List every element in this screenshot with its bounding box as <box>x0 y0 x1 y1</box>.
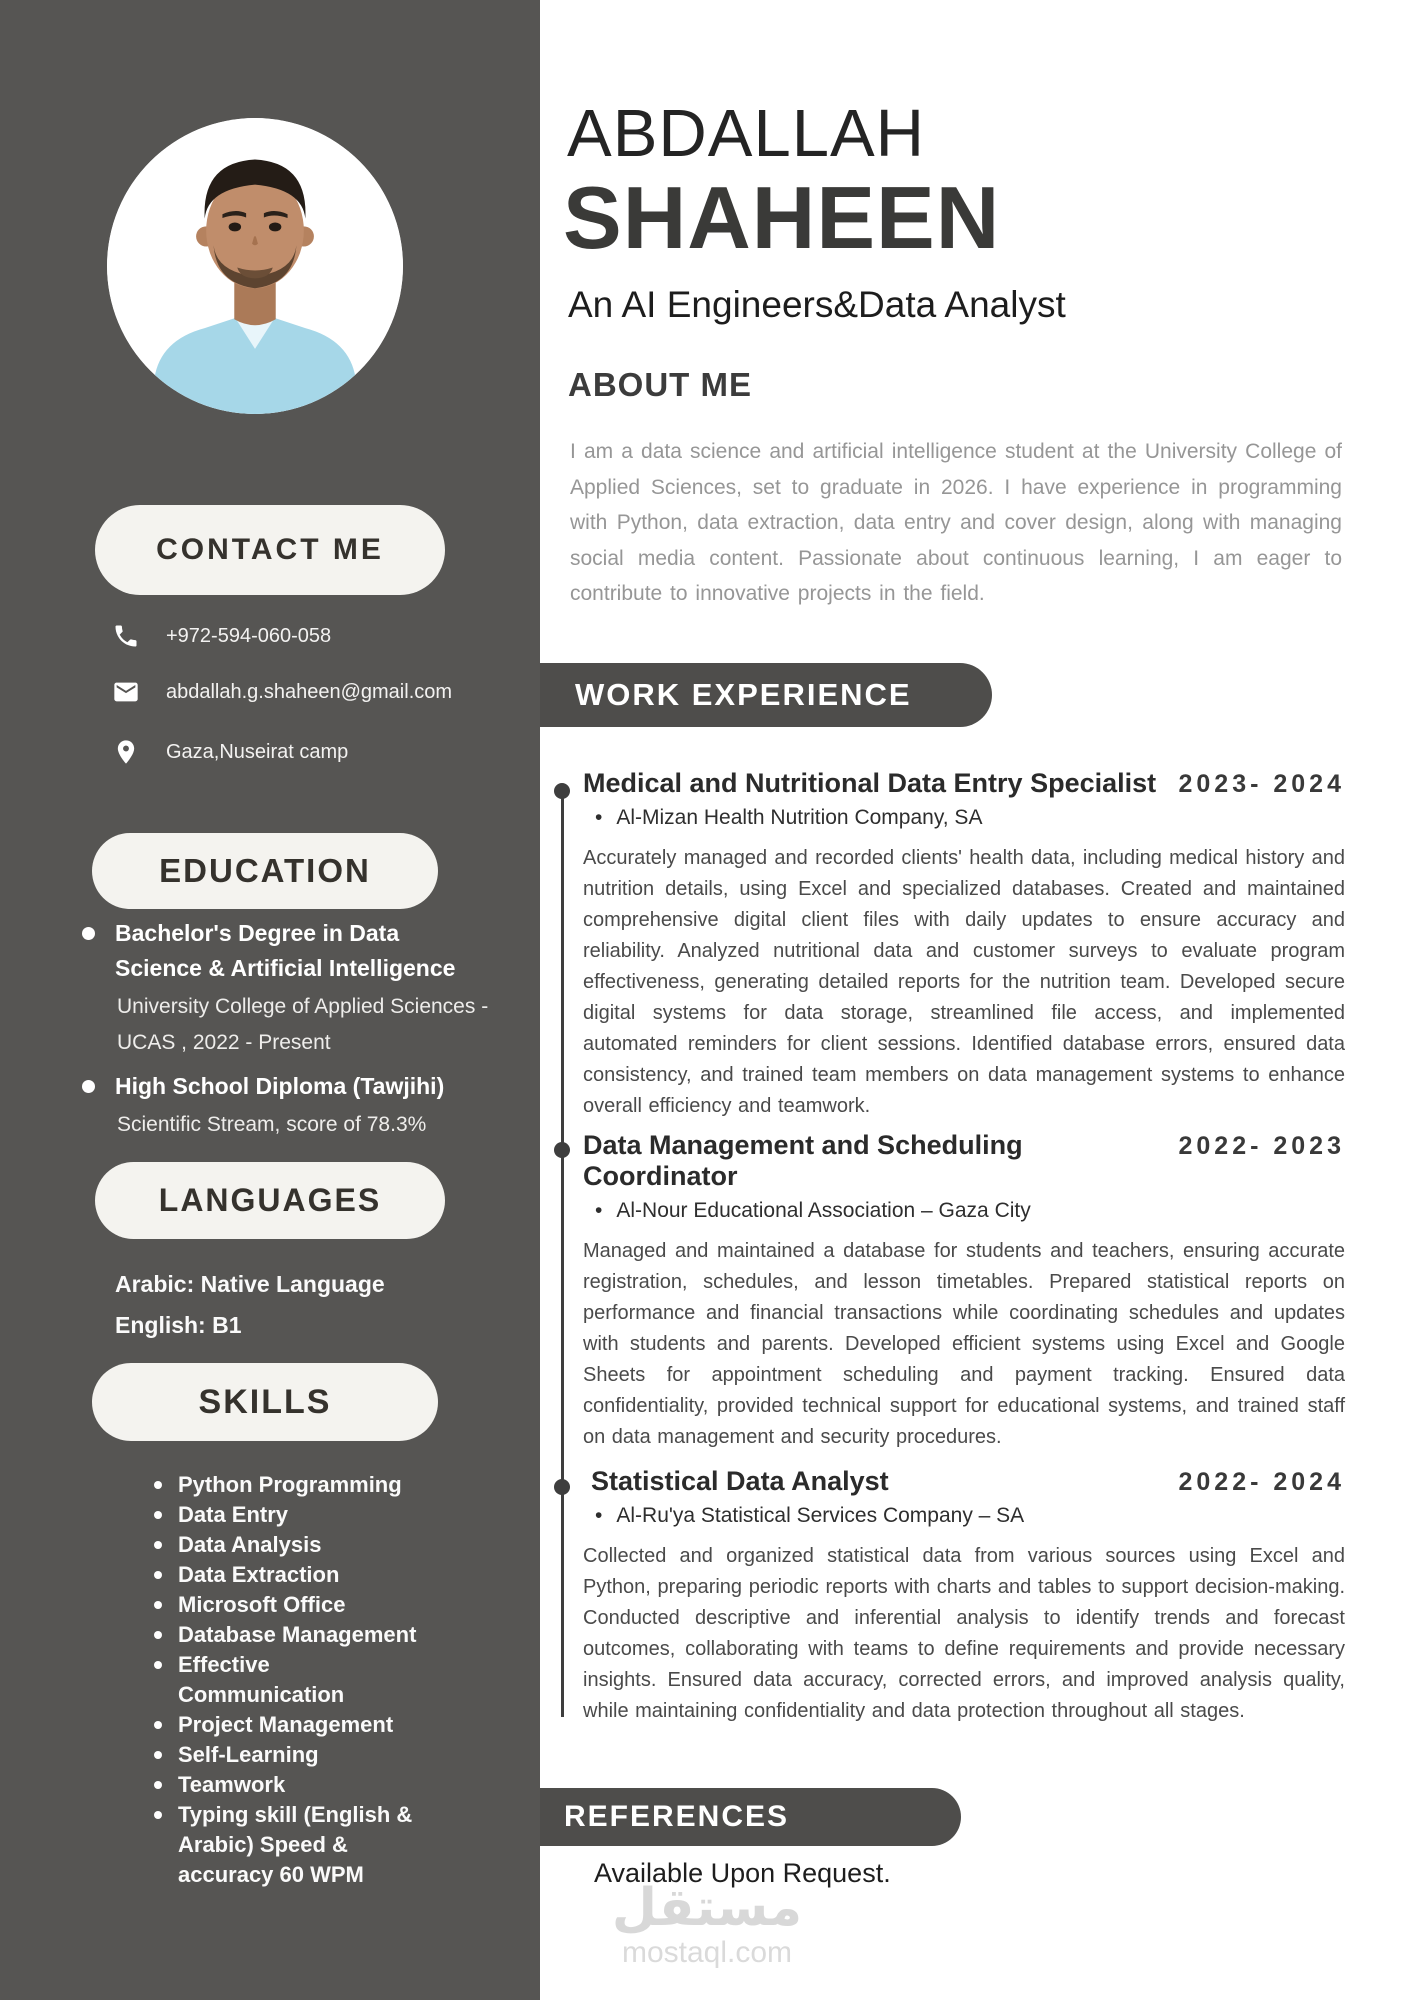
education-detail: Scientific Stream, score of 78.3% <box>117 1113 427 1136</box>
contact-section-header <box>95 505 445 595</box>
skill-item: Effective Communication <box>150 1650 440 1710</box>
location-icon <box>112 738 140 766</box>
job-dates: 2022- 2024 <box>1178 1468 1345 1496</box>
job-entry-1 <box>583 768 1345 1122</box>
work-experience-banner <box>540 663 992 727</box>
job-company <box>583 1199 1345 1223</box>
contact-row-email <box>112 678 452 706</box>
about-me-text: I am a data science and artificial intelligence student at the University College of Applied Sciences, set to graduate in 2026. I have experience in programming with Python, data extraction, data entry and cover design, along with managing social media content. Passionate about continuous learning, I am eager to contribute to innovative projects in the field. <box>570 440 1342 605</box>
job-company <box>583 1504 1345 1528</box>
location-text: Gaza,Nuseirat camp <box>166 740 349 763</box>
languages-section-header <box>95 1162 445 1239</box>
job-entry-3 <box>583 1466 1345 1727</box>
job-title: Medical and Nutritional Data Entry Specialist <box>583 768 1157 798</box>
skills-section-header <box>92 1363 438 1441</box>
references-banner <box>540 1788 961 1846</box>
bullet-dot: • <box>595 1199 603 1222</box>
avatar <box>107 118 403 414</box>
skill-item: Data Extraction <box>150 1560 440 1590</box>
watermark <box>557 1878 857 1969</box>
job-entry-2 <box>583 1130 1345 1453</box>
job-title: Statistical Data Analyst <box>591 1466 889 1496</box>
phone-number: +972-594-060-058 <box>166 624 332 647</box>
phone-icon <box>112 622 140 650</box>
email-address: abdallah.g.shaheen@gmail.com <box>166 680 453 703</box>
sidebar <box>0 0 540 2000</box>
education-entry <box>82 916 490 1061</box>
profile-photo-illustration <box>107 118 403 414</box>
language-item: English: B1 <box>115 1312 242 1338</box>
skill-item: Project Management <box>150 1710 440 1740</box>
contact-row-location <box>112 738 348 766</box>
skill-item: Teamwork <box>150 1770 440 1800</box>
skills-title: SKILLS <box>198 1382 332 1421</box>
job-title: Data Management and Scheduling Coordinator <box>583 1130 1023 1191</box>
job-description: Accurately managed and recorded clients' health data, including medical history and nutrition details, using Excel and specialized databases. Created and maintained comprehensive digital client files with daily updates to ensure accuracy and reliability. Analyzed nutritional data and customer surveys to evaluate program effectiveness, generating detailed reports for the nutrition team. Developed secure digital systems for data storage, streamlined file access, and implemented automated reminders for client sessions. Identified database errors, ensured data consistency, and trained team members on data management systems to enhance overall efficiency and teamwork. <box>583 847 1345 1117</box>
education-section-header <box>92 833 438 909</box>
tagline: An AI Engineers&Data Analyst <box>568 284 1066 325</box>
language-item: Arabic: Native Language <box>115 1271 385 1297</box>
job-header <box>583 1130 1345 1192</box>
job-company-name: Al-Mizan Health Nutrition Company, SA <box>616 806 983 829</box>
references-title: REFERENCES <box>564 1800 790 1833</box>
job-dates: 2023- 2024 <box>1178 770 1345 798</box>
job-description: Managed and maintained a database for students and teachers, ensuring accurate registration, schedules, and lesson timetables. Prepared statistical reports on performance and financial transactions while coordinating schedules and updates with students and parents. Developed efficient systems using Excel and Google Sheets for appointment scheduling and payment tracking. Ensured data confidentiality, provided technical support for educational systems, and trained staff on data management and security procedures. <box>583 1240 1345 1448</box>
about-me-title: ABOUT ME <box>568 366 752 403</box>
bullet-dot: • <box>595 806 603 829</box>
education-title: EDUCATION <box>159 852 371 889</box>
languages-list <box>115 1264 385 1346</box>
job-description: Collected and organized statistical data from various sources using Excel and Python, preparing periodic reports with charts and tables to support decision-making. Conducted descriptive and inferential analysis to identify trends and forecast outcomes, collaborating with teams to define requirements and provide necessary insights. Ensured data accuracy, corrected errors, and improved analysis quality, while maintaining confidentiality and data protection throughout all stages. <box>583 1545 1345 1722</box>
references-text: Available Upon Request. <box>594 1858 891 1888</box>
first-name: ABDALLAH <box>567 96 926 171</box>
last-name: SHAHEEN <box>563 168 1001 267</box>
languages-title: LANGUAGES <box>158 1182 382 1218</box>
timeline-line <box>561 791 564 1717</box>
job-company-name: Al-Nour Educational Association – Gaza City <box>616 1199 1031 1222</box>
education-entry <box>82 1069 490 1143</box>
bullet-dot: • <box>595 1504 603 1527</box>
skill-item: Python Programming <box>150 1470 440 1500</box>
contact-title: CONTACT ME <box>156 533 384 566</box>
job-company-name: Al-Ru'ya Statistical Services Company – SA <box>616 1504 1025 1527</box>
work-experience-title: WORK EXPERIENCE <box>575 677 912 712</box>
timeline-dot <box>554 1479 570 1495</box>
timeline-dot <box>554 1142 570 1158</box>
skill-item: Microsoft Office <box>150 1590 440 1620</box>
education-degree: High School Diploma (Tawjihi) <box>115 1073 445 1099</box>
skill-item: Typing skill (English & Arabic) Speed & accuracy 60 WPM <box>150 1800 440 1890</box>
skill-item: Database Management <box>150 1620 440 1650</box>
job-header <box>583 768 1345 799</box>
job-header <box>583 1466 1345 1497</box>
email-icon <box>112 678 140 706</box>
education-degree: Bachelor's Degree in Data Science & Artificial Intelligence <box>115 920 456 981</box>
mostaql-domain: mostaql.com <box>621 1936 793 1969</box>
mostaql-logo: مستقل <box>611 1878 803 1938</box>
skills-list <box>150 1470 450 1890</box>
skill-item: Self-Learning <box>150 1740 440 1770</box>
education-detail: University College of Applied Sciences - UCAS , 2022 - Present <box>117 995 489 1054</box>
education-list <box>82 916 490 1143</box>
skill-item: Data Analysis <box>150 1530 440 1560</box>
skill-item: Data Entry <box>150 1500 440 1530</box>
timeline-dot <box>554 783 570 799</box>
job-dates: 2022- 2023 <box>1178 1132 1345 1160</box>
job-company <box>583 806 1345 830</box>
contact-row-phone <box>112 622 331 650</box>
